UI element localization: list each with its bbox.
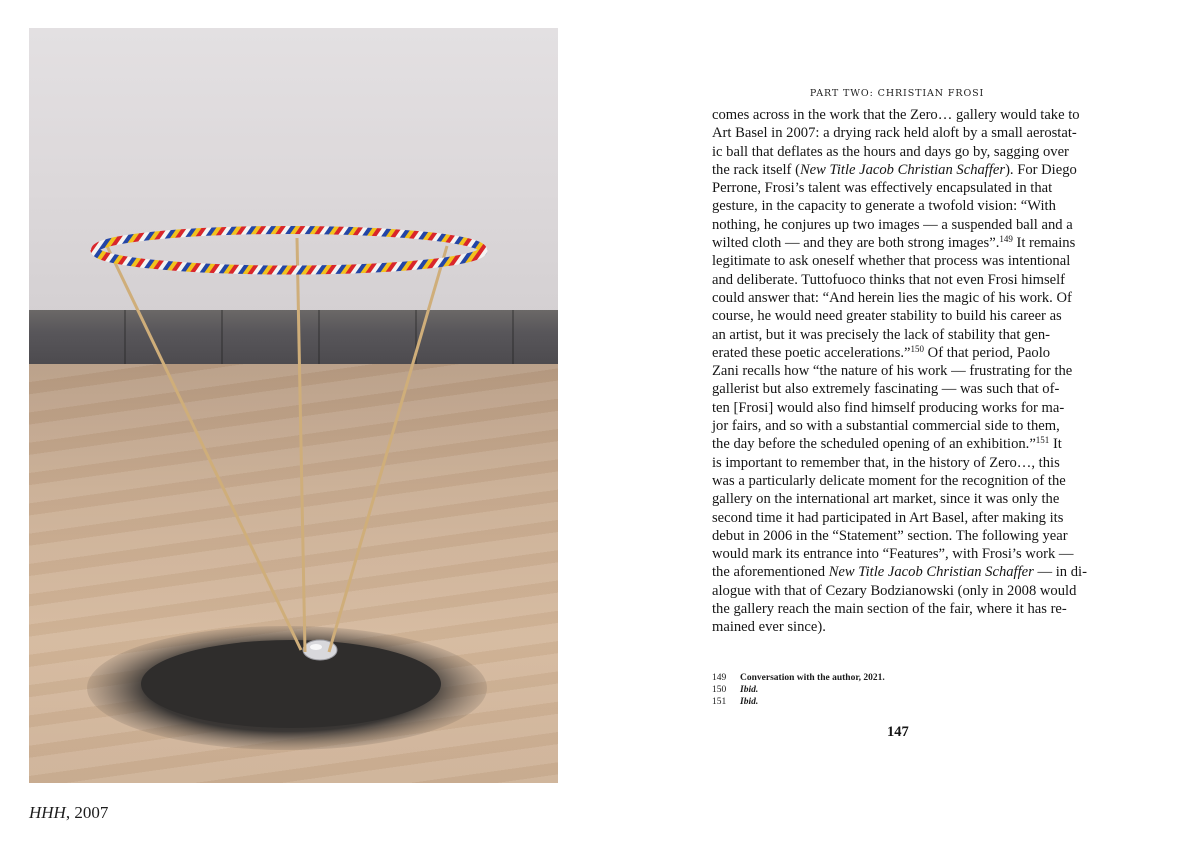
footnote-number: 151 bbox=[712, 697, 727, 707]
footnote-text: Conversation with the author, 2021. bbox=[740, 673, 885, 683]
footnote-text: Ibid. bbox=[740, 697, 759, 707]
text-line: an artist, but it was precisely the lack of stability that gen- bbox=[712, 326, 1050, 343]
footnote-number: 150 bbox=[712, 685, 727, 695]
caption-year: , 2007 bbox=[65, 803, 109, 822]
text-line: gesture, in the capacity to generate a twofold vision: “With bbox=[712, 198, 1056, 215]
text-line: course, he would need greater stability to build his career as bbox=[712, 308, 1062, 325]
text-line: comes across in the work that the Zero… gallery would take to bbox=[712, 107, 1080, 123]
text-line: legitimate to ask oneself whether that process was intentional bbox=[712, 253, 1071, 270]
text-line: mained ever since). bbox=[712, 619, 826, 636]
footnotes bbox=[712, 672, 1082, 708]
stick-center bbox=[297, 238, 305, 652]
sculpture-drawing bbox=[29, 28, 558, 783]
caption-title: HHH bbox=[29, 803, 66, 822]
text-line: Art Basel in 2007: a drying rack held aloft by a small aerostat- bbox=[712, 125, 1077, 142]
stick-right bbox=[329, 246, 447, 652]
text-line: could answer that: “And herein lies the magic of his work. Of bbox=[712, 289, 1072, 306]
footnote bbox=[712, 672, 1082, 684]
text-line: Zani recalls how “the nature of his work — frustrating for the bbox=[712, 363, 1073, 380]
text-line: ic ball that deflates as the hours and days go by, sagging over bbox=[712, 143, 1069, 160]
text-line: debut in 2006 in the “Statement” section. The following year bbox=[712, 527, 1068, 544]
footnote-ref-151: 151 bbox=[1035, 435, 1050, 446]
text-line: is important to remember that, in the history of Zero…, this bbox=[712, 454, 1060, 471]
work-title: New Title Jacob Christian Schaffer bbox=[799, 161, 1006, 178]
text-line: the gallery reach the main section of the fair, where it has re- bbox=[712, 601, 1067, 618]
text-line: wilted cloth — and they are both strong images”.$^{149}$ It remains bbox=[712, 234, 1076, 252]
text-line: gallerist but also extremely fascinating — was such that of- bbox=[712, 381, 1060, 398]
text-line: the aforementioned New Title Jacob Christian Schaffer — in di- bbox=[712, 564, 1087, 581]
text-line: jor fairs, and so with a substantial commercial side to them, bbox=[712, 418, 1060, 435]
running-head: PART TWO: CHRISTIAN FROSI bbox=[809, 88, 985, 99]
text-line: erated these poetic accelerations.”$^{150}$ Of that period, Paolo bbox=[712, 343, 1051, 361]
photo-caption bbox=[29, 803, 108, 823]
footnote bbox=[712, 696, 1082, 708]
sand-pile-core bbox=[141, 640, 441, 728]
stick-left bbox=[107, 246, 301, 650]
hoop-front bbox=[95, 250, 483, 270]
text-line: and deliberate. Tuttofuoco thinks that not even Frosi himself bbox=[712, 271, 1066, 288]
text-line: Perrone, Frosi’s talent was effectively encapsulated in that bbox=[712, 180, 1053, 197]
page-number: 147 bbox=[887, 724, 909, 740]
body-text bbox=[712, 106, 1087, 637]
footnote-text: Ibid. bbox=[740, 685, 759, 695]
text-line: was a particularly delicate moment for the recognition of the bbox=[712, 472, 1066, 489]
text-line: ten [Frosi] would also find himself producing works for ma- bbox=[712, 399, 1065, 416]
text-line: gallery on the international art market, since it was only the bbox=[712, 491, 1060, 508]
footnote-number: 149 bbox=[712, 673, 727, 683]
footnote-ref-150: 150 bbox=[910, 343, 925, 354]
text-line: the rack itself (New Title Jacob Christian Schaffer). For Diego bbox=[712, 161, 1077, 178]
installation-photo bbox=[29, 28, 558, 783]
text-line: the day before the scheduled opening of an exhibition.”$^{151}$ It bbox=[712, 435, 1062, 453]
text-line: nothing, he conjures up two images — a suspended ball and a bbox=[712, 216, 1073, 233]
footnote bbox=[712, 684, 1082, 696]
text-line: would mark its entrance into “Features”, with Frosi’s work — bbox=[712, 546, 1074, 563]
work-title: New Title Jacob Christian Schaffer bbox=[828, 564, 1034, 581]
footnote-ref-149: 149 bbox=[999, 234, 1013, 245]
text-line: alogue with that of Cezary Bodzianowski (only in 2008 would bbox=[712, 582, 1077, 599]
text-line: second time it had participated in Art Basel, after making its bbox=[712, 509, 1064, 526]
